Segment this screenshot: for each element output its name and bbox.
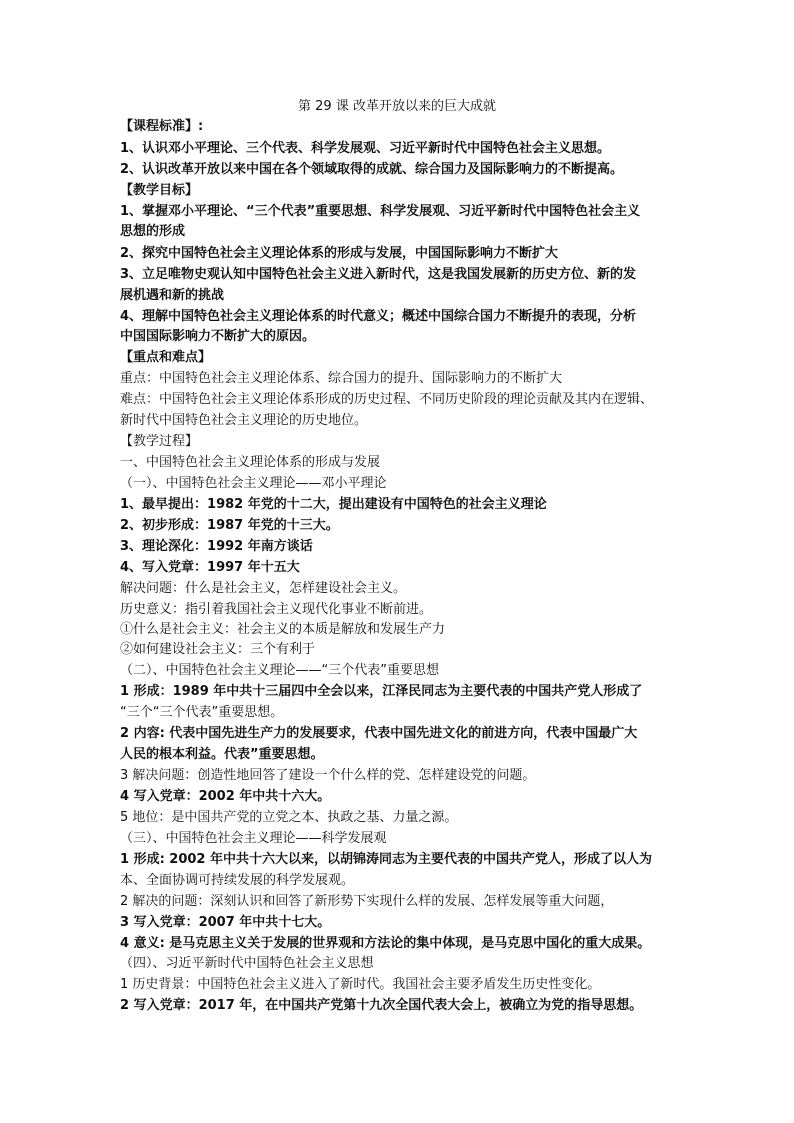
goal-item-2: 2、探究中国特色社会主义理论体系的形成与发展，中国国际影响力不断扩大: [120, 246, 559, 261]
subsection-three-represents: （二）、中国特色社会主义理论——“三个代表”重要思想: [120, 663, 439, 678]
standard-item-2: 2、认识改革开放以来中国在各个领域取得的成就、综合国力及国际影响力的不断提高。: [120, 162, 624, 177]
three-rep-item-4: 4 写入党章：2002 年中共十六大。: [120, 789, 331, 804]
sci-item-1: 1 形成: 2002 年中共十六大以来，以胡锦涛同志为主要代表的中国共产党人，形成了以人为: [120, 852, 653, 867]
three-rep-item-1: 1 形成：1989 年中共十三届四中全会以来，江泽民同志为主要代表的中国共产党人形成了: [120, 684, 643, 699]
goal-item-1: 1、掌握邓小平理论、“三个代表”重要思想、科学发展观、习近平新时代中国特色社会主义: [120, 204, 641, 219]
sci-item-2: 2 解决的问题：深刻认识和回答了新形势下实现什么样的发展、怎样发展等重大问题，: [120, 894, 614, 909]
three-rep-item-3: 3 解决问题：创造性地回答了建设一个什么样的党、怎样建设党的问题。: [120, 768, 536, 783]
section-heading-teaching-process: 【教学过程】: [120, 434, 199, 449]
xi-item-1: 1 历史背景：中国特色社会主义进入了新时代。我国社会主要矛盾发生历史性变化。: [120, 977, 601, 992]
subsection-scientific-outlook: （三）、中国特色社会主义理论——科学发展观: [120, 831, 387, 846]
subsection-deng-theory: （一）、中国特色社会主义理论——邓小平理论: [120, 476, 387, 491]
sci-item-4: 4 意义: 是马克思主义关于发展的世界观和方法论的集中体现，是马克思中国化的重大成果。: [120, 936, 651, 951]
three-rep-item-1-cont: “三个“三个代表”重要思想。: [120, 705, 284, 720]
difficult-point: 难点：中国特色社会主义理论体系形成的历史过程、不同历史阶段的理论贡献及其内在逻辑、: [120, 392, 654, 407]
lesson-title: 第 29 课 改革开放以来的巨大成就: [298, 99, 496, 114]
section-heading-key-points: 【重点和难点】: [120, 350, 212, 365]
goal-item-3-cont: 展机遇和新的挑战: [120, 288, 225, 303]
deng-problem-solved: 解决问题：什么是社会主义，怎样建设社会主义。: [120, 581, 407, 596]
sci-item-1-cont: 本、全面协调可持续发展的科学发展观。: [120, 873, 355, 888]
goal-item-1-cont: 思想的形成: [120, 224, 186, 239]
deng-item-4: 4、写入党章：1997 年十五大: [120, 560, 300, 575]
deng-item-3: 3、理论深化：1992 年南方谈话: [120, 539, 313, 554]
key-point: 重点：中国特色社会主义理论体系、综合国力的提升、国际影响力的不断扩大: [120, 371, 563, 386]
standard-item-1: 1、认识邓小平理论、三个代表、科学发展观、习近平新时代中国特色社会主义思想。: [120, 141, 611, 156]
section-heading-curriculum-standard: 【课程标准】:: [120, 119, 204, 134]
three-rep-item-2: 2 内容: 代表中国先进生产力的发展要求，代表中国先进文化的前进方向，代表中国最广大: [120, 726, 638, 741]
deng-note-1: ①什么是社会主义：社会主义的本质是解放和发展生产力: [120, 622, 446, 637]
subsection-xi-thought: （四）、习近平新时代中国特色社会主义思想: [120, 956, 374, 971]
deng-note-2: ②如何建设社会主义：三个有利于: [120, 642, 316, 657]
difficult-point-cont: 新时代中国特色社会主义理论的历史地位。: [120, 413, 368, 428]
section-heading-teaching-goals: 【教学目标】: [120, 183, 199, 198]
three-rep-item-5: 5 地位：是中国共产党的立党之本、执政之基、力量之源。: [120, 810, 458, 825]
three-rep-item-2-cont: 人民的根本利益。代表”重要思想。: [120, 747, 324, 762]
goal-item-4: 4、理解中国特色社会主义理论体系的时代意义；概述中国综合国力不断提升的表现，分析: [120, 309, 637, 324]
xi-item-2: 2 写入党章：2017 年，在中国共产党第十九次全国代表大会上，被确立为党的指导思想。: [120, 998, 643, 1013]
deng-item-2: 2、初步形成：1987 年党的十三大。: [120, 518, 339, 533]
part-one-heading: 一、中国特色社会主义理论体系的形成与发展: [120, 455, 381, 470]
deng-significance: 历史意义：指引着我国社会主义现代化事业不断前进。: [120, 602, 433, 617]
sci-item-3: 3 写入党章：2007 年中共十七大。: [120, 915, 331, 930]
deng-item-1: 1、最早提出：1982 年党的十二大，提出建设有中国特色的社会主义理论: [120, 497, 547, 512]
goal-item-3: 3、立足唯物史观认知中国特色社会主义进入新时代，这是我国发展新的历史方位、新的发: [120, 267, 637, 282]
goal-item-4-cont: 中国国际影响力不断扩大的原因。: [120, 329, 316, 344]
